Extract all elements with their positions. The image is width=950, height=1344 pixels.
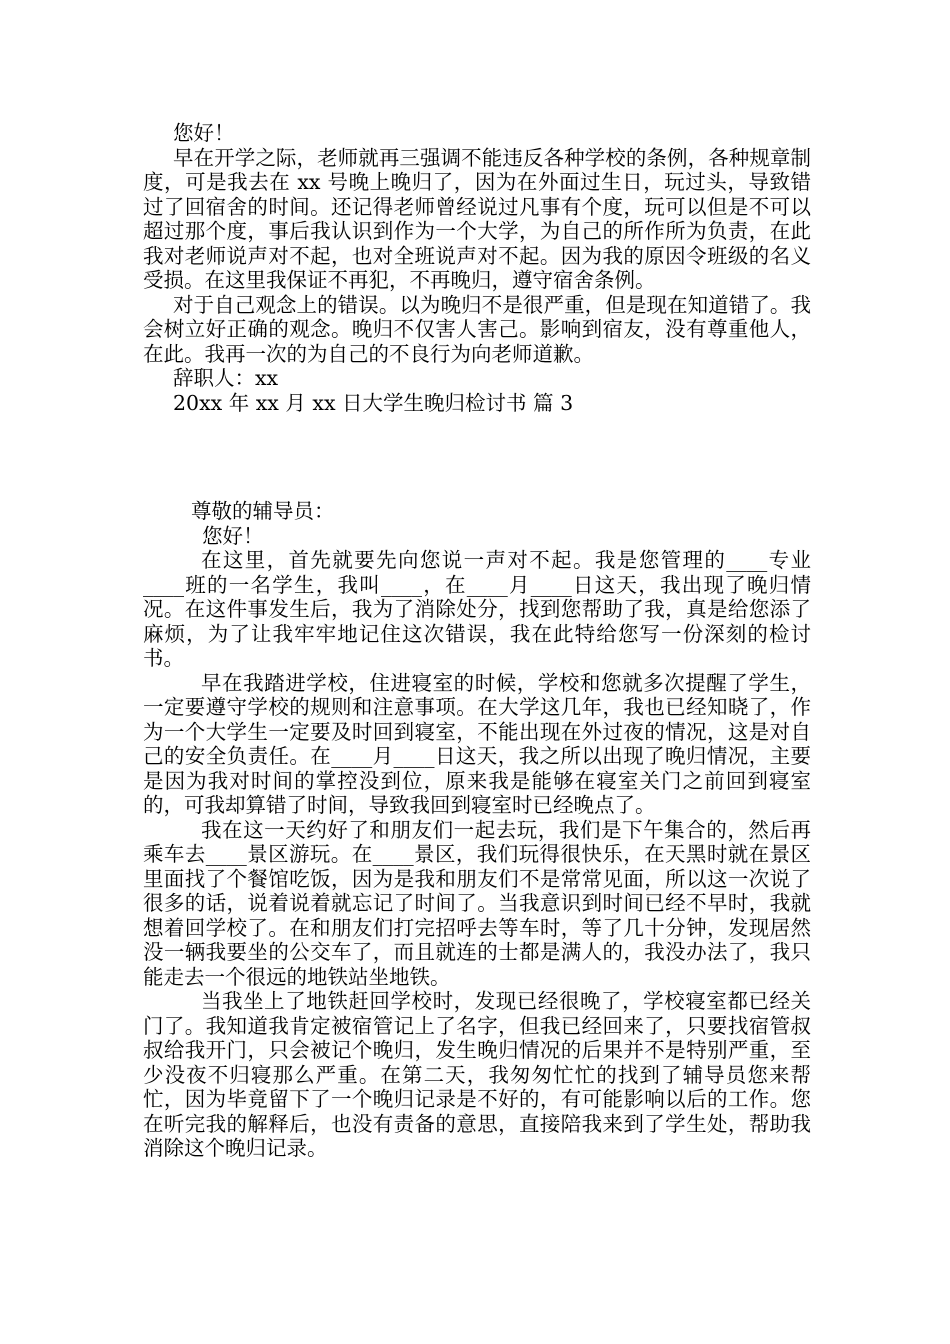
- paragraph: 我在这一天约好了和朋友们一起去玩，我们是下午集合的，然后再乘车去____景区游玩。在____景区，我们玩得很快乐，在天黑时就在景区里面找了个餐馆吃饭，因为是我和朋友们不是常常见面，所以这一次说了很多的话，说着说着就忘记了时间了。当我意识到时间已经不早时，我就想着回学校了。在和朋友们打完招呼去等车时，等了几十分钟，发现居然没一辆我要坐的公交车了，而且就连的士都是满人的，我没办法了，我只能走去一个很远的地铁站坐地铁。: [143, 817, 811, 989]
- paragraph: 当我坐上了地铁赶回学校时，发现已经很晚了，学校寝室都已经关门了。我知道我肯定被宿管记上了名字，但我已经回来了，只要找宿管叔叔给我开门，只会被记个晚归，发生晚归情况的后果并不是特别严重，至少没夜不归寝那么严重。在第二天，我匆匆忙忙的找到了辅导员您来帮忙，因为毕竟留下了一个晚归记录是不好的，有可能影响以后的工作。您在听完我的解释后，也没有责备的意思，直接陪我来到了学生处，帮助我消除这个晚归记录。: [143, 989, 811, 1160]
- greeting: 您好！: [173, 121, 235, 145]
- paragraph: 早在我踏进学校，住进寝室的时候，学校和您就多次提醒了学生，一定要遵守学校的规则和注意事项。在大学这几年，我也已经知晓了，作为一个大学生一定要及时回到寝室，不能出现在外过夜的情况，这是对自己的安全负责任。在____月____日这天，我之所以出现了晚归情况，主要是因为我对时间的掌控没到位，原来我是能够在寝室关门之前回到寝室的，可我却算错了时间，导致我回到寝室时已经晚点了。: [143, 670, 811, 817]
- paragraph: 对于自己观念上的错误。以为晚归不是很严重，但是现在知道错了。我会树立好正确的观念。晚归不仅害人害己。影响到宿友，没有尊重他人，在此。我再一次的为自己的不良行为向老师道歉。: [143, 292, 811, 366]
- paragraph: 在这里，首先就要先向您说一声对不起。我是您管理的____专业____班的一名学生，我叫____，在____月____日这天，我出现了晚归情况。在这件事发生后，我为了消除处分，找到您帮助了我，真是给您添了麻烦，为了让我牢牢地记住这次错误，我在此特给您写一份深刻的检讨书。: [143, 548, 811, 670]
- date-heading: 20xx 年 xx 月 xx 日大学生晚归检讨书 篇 3: [173, 390, 574, 415]
- greeting: 您好！: [202, 523, 264, 548]
- letter-section-2: [143, 499, 811, 1161]
- signer-line: 辞职人：xx: [173, 366, 279, 390]
- salutation: 尊敬的辅导员：: [191, 499, 335, 523]
- paragraph: 早在开学之际，老师就再三强调不能违反各种学校的条例，各种规章制度，可是我去在 xx 号晚上晚归了，因为在外面过生日，玩过头，导致错过了回宿舍的时间。还记得老师曾经说过凡事有个度，玩可以但是不可以超过那个度，事后我认识到作为一个大学，为自己的所作所为负责，在此我对老师说声对不起，也对全班说声对不起。因为我的原因令班级的名义受损。在这里我保证不再犯，不再晚归，遵守宿舍条例。: [143, 145, 811, 292]
- letter-section-1: [143, 121, 811, 415]
